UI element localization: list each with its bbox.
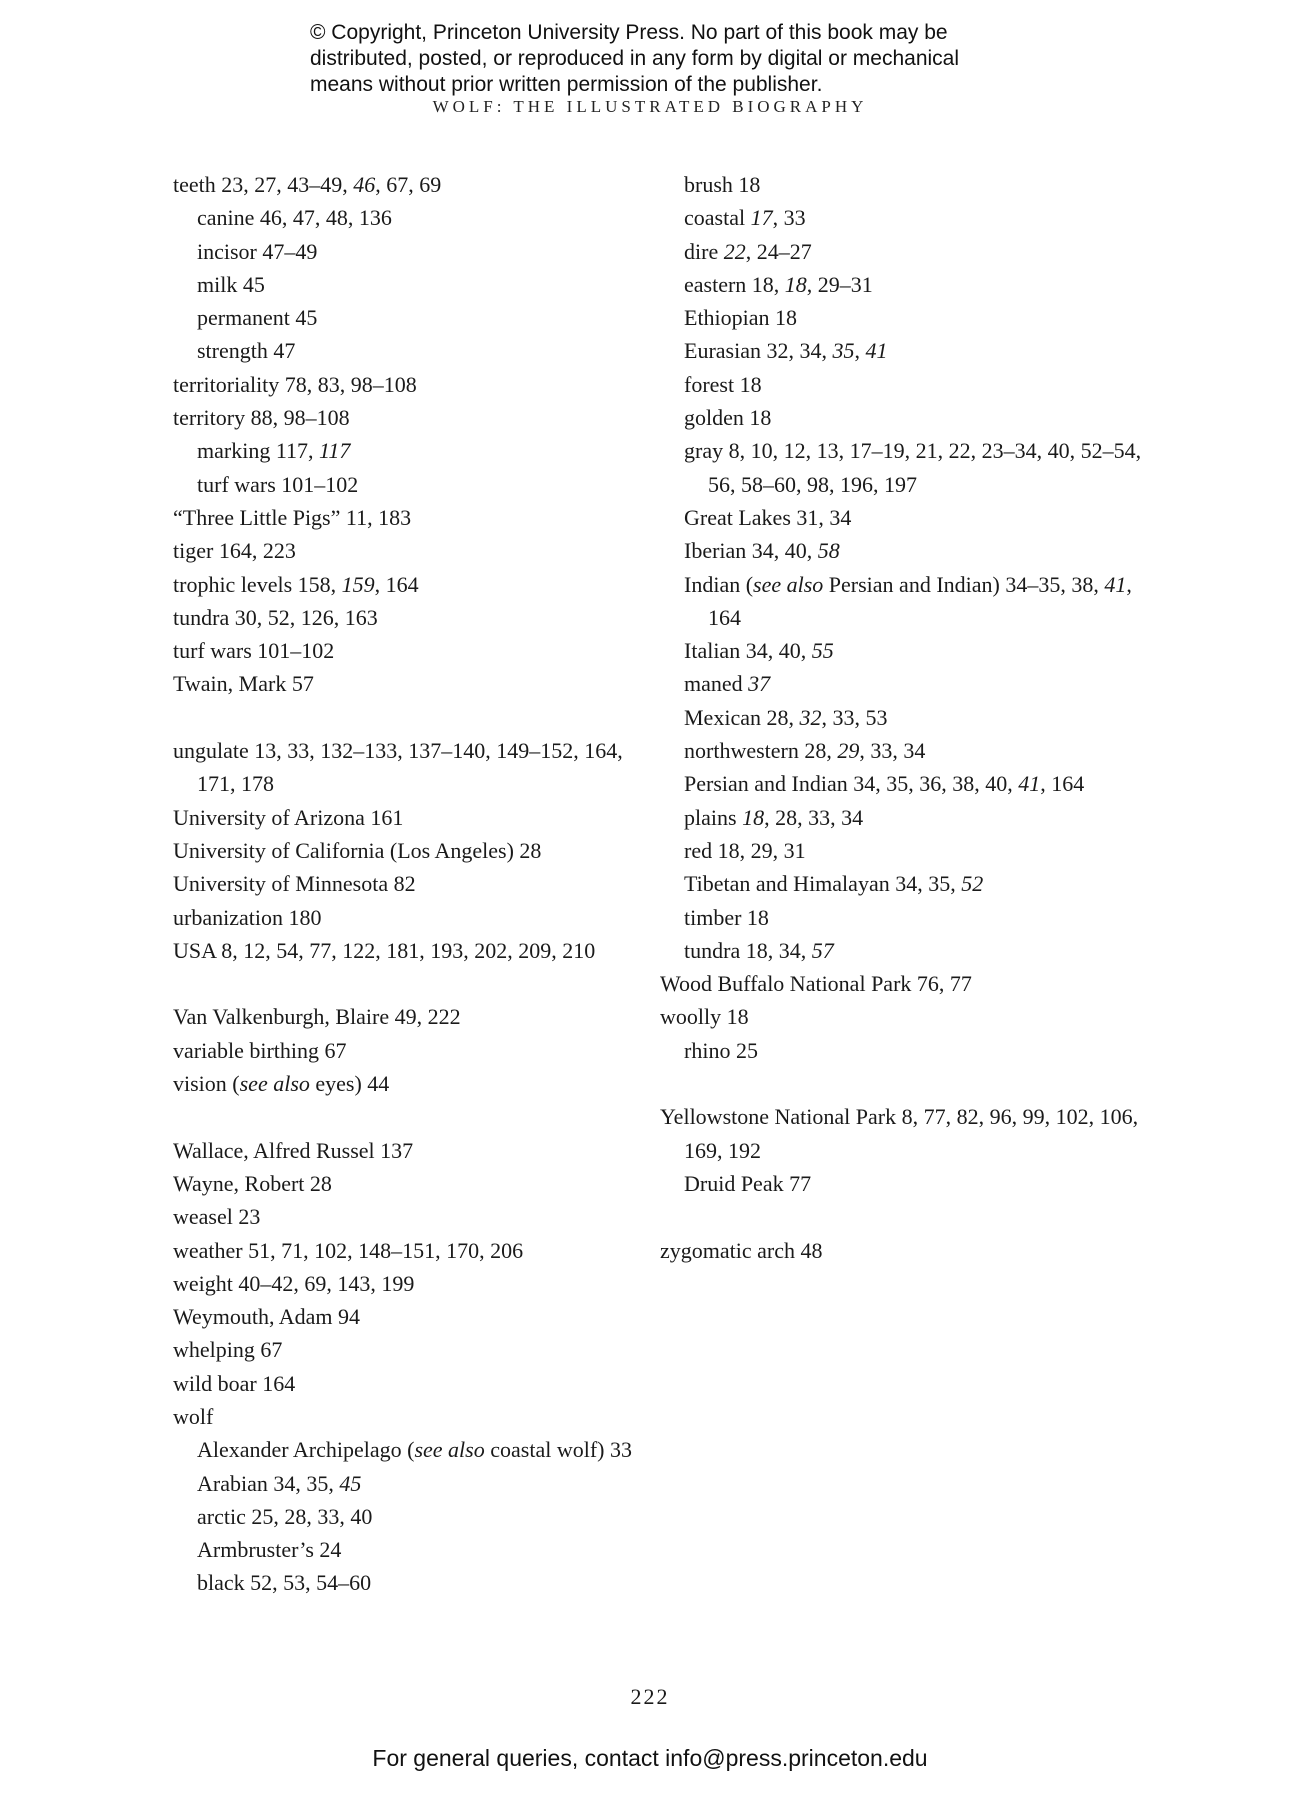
index-entry: weather 51, 71, 102, 148–151, 170, 206 [173, 1237, 524, 1263]
index-subentry: timber 18 [684, 904, 769, 930]
index-entry: University of Arizona 161 [173, 804, 404, 830]
copyright-line: means without prior written permission of the publisher. [310, 73, 823, 96]
index-entry: Weymouth, Adam 94 [173, 1304, 361, 1330]
index-subentry: Eurasian 32, 34, 35, 41 [684, 338, 888, 364]
index-subentry: forest 18 [684, 371, 762, 397]
running-head: WOLF: THE ILLUSTRATED BIOGRAPHY [432, 97, 868, 116]
index-entry: weasel 23 [173, 1204, 261, 1230]
index-entry: zygomatic arch 48 [660, 1237, 823, 1263]
index-subentry: Ethiopian 18 [684, 305, 798, 331]
index-subentry: permanent 45 [197, 305, 318, 331]
index-entry: Twain, Mark 57 [173, 671, 314, 697]
index-subentry: Persian and Indian 34, 35, 36, 38, 40, 41, 164 [684, 771, 1085, 797]
index-subentry: Tibetan and Himalayan 34, 35, 52 [684, 871, 984, 897]
index-entry: territoriality 78, 83, 98–108 [173, 371, 417, 397]
index-column-right [660, 168, 1160, 1267]
index-subentry: golden 18 [684, 405, 772, 431]
index-subentry: incisor 47–49 [197, 238, 318, 264]
index-entry: urbanization 180 [173, 904, 322, 930]
index-subentry: black 52, 53, 54–60 [197, 1570, 372, 1596]
index-subentry: coastal 17, 33 [684, 205, 806, 231]
index-subentry: strength 47 [197, 338, 296, 364]
index-subentry: Great Lakes 31, 34 [684, 504, 852, 530]
index-entry: whelping 67 [173, 1337, 283, 1363]
index-subentry: Arabian 34, 35, 45 [197, 1470, 362, 1496]
index-subentry: tundra 18, 34, 57 [684, 937, 834, 963]
index-entry: University of Minnesota 82 [173, 871, 416, 897]
index-entry: University of California (Los Angeles) 28 [173, 837, 542, 863]
index-entry: Wood Buffalo National Park 76, 77 [660, 971, 972, 997]
index-entry: Wayne, Robert 28 [173, 1170, 332, 1196]
index-subentry: brush 18 [684, 172, 761, 197]
index-entry: tiger 164, 223 [173, 538, 296, 564]
index-subentry: maned 37 [684, 671, 771, 697]
copyright-line: distributed, posted, or reproduced in any form by digital or mechanical [310, 47, 960, 70]
index-subentry: turf wars 101–102 [197, 471, 359, 497]
index-column-left [173, 168, 643, 1600]
index-entry: wolf [173, 1403, 214, 1429]
index-subentry: arctic 25, 28, 33, 40 [197, 1503, 373, 1529]
index-entry: USA 8, 12, 54, 77, 122, 181, 193, 202, 209, 210 [173, 937, 596, 963]
index-entry: trophic levels 158, 159, 164 [173, 571, 419, 597]
index-subentry: dire 22, 24–27 [684, 238, 812, 264]
index-subentry: plains 18, 28, 33, 34 [684, 804, 864, 830]
index-subentry: Armbruster’s 24 [197, 1537, 342, 1563]
index-entry: Yellowstone National Park 8, 77, 82, 96, 99, 102, 106, 169, 192 [660, 1104, 1139, 1163]
index-subentry: northwestern 28, 29, 33, 34 [684, 738, 926, 764]
index-entry: turf wars 101–102 [173, 638, 335, 664]
index-entry: wild boar 164 [173, 1370, 296, 1396]
index-subentry: eastern 18, 18, 29–31 [684, 271, 873, 297]
index-subentry: marking 117, 117 [197, 438, 351, 464]
index-entry: ungulate 13, 33, 132–133, 137–140, 149–152, 164, 171, 178 [173, 738, 623, 797]
index-subentry: Indian (see also Persian and Indian) 34–35, 38, 41, 164 [684, 571, 1132, 630]
footer-contact: For general queries, contact info@press.princeton.edu [372, 1745, 928, 1771]
index-entry: Van Valkenburgh, Blaire 49, 222 [173, 1004, 461, 1030]
copyright-line: © Copyright, Princeton University Press. No part of this book may be [310, 21, 948, 44]
index-entry: tundra 30, 52, 126, 163 [173, 604, 378, 630]
index-subentry: red 18, 29, 31 [684, 837, 806, 863]
index-subentry: rhino 25 [684, 1037, 758, 1063]
index-subentry: canine 46, 47, 48, 136 [197, 205, 392, 231]
index-subentry: Alexander Archipelago (see also coastal wolf) 33 [197, 1437, 632, 1463]
index-entry: variable birthing 67 [173, 1037, 347, 1063]
index-subentry: Italian 34, 40, 55 [684, 638, 834, 664]
page-number: 222 [630, 1684, 670, 1709]
index-subentry: Druid Peak 77 [684, 1170, 812, 1196]
index-entry: teeth 23, 27, 43–49, 46, 67, 69 [173, 172, 442, 197]
index-subentry: milk 45 [197, 271, 265, 297]
index-entry: woolly 18 [660, 1004, 749, 1030]
index-subentry: gray 8, 10, 12, 13, 17–19, 21, 22, 23–34, 40, 52–54, 56, 58–60, 98, 196, 197 [684, 438, 1142, 497]
index-subentry: Iberian 34, 40, 58 [684, 538, 840, 564]
index-entry: “Three Little Pigs” 11, 183 [173, 504, 412, 530]
index-subentry: Mexican 28, 32, 33, 53 [684, 704, 888, 730]
index-entry: weight 40–42, 69, 143, 199 [173, 1270, 415, 1296]
index-entry: territory 88, 98–108 [173, 405, 350, 431]
copyright-notice [310, 20, 1030, 98]
index-entry: Wallace, Alfred Russel 137 [173, 1137, 414, 1163]
index-entry: vision (see also eyes) 44 [173, 1071, 390, 1097]
